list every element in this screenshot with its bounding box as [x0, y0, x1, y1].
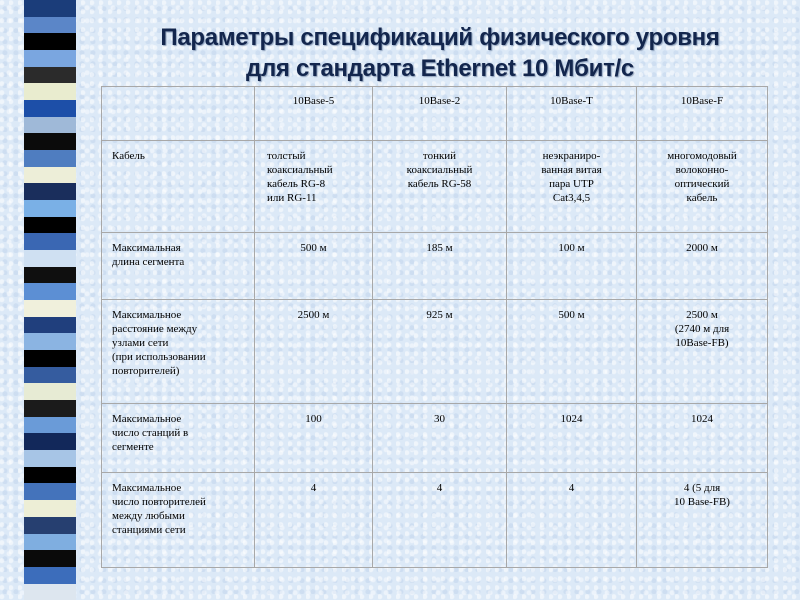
cell-stations-10base-2: 30 — [373, 404, 507, 473]
header-cell-10base-2: 10Base-2 — [373, 87, 507, 141]
row-label-max-stations: Максимальное число станций в сегменте — [102, 404, 255, 473]
cell-segment-length-10base-t: 100 м — [507, 233, 637, 300]
stripe-segment — [24, 167, 76, 184]
cell-segment-length-10base-f: 2000 м — [637, 233, 768, 300]
stripe-segment — [24, 50, 76, 67]
cell-stations-10base-5: 100 — [255, 404, 373, 473]
slide-title-line-1: Параметры спецификаций физического уровня — [160, 24, 720, 51]
cell-cable-10base-t: неэкраниро- ванная витая пара UTP Cat3,4,5 — [507, 141, 637, 233]
row-label-max-repeaters: Максимальное число повторителей между любыми станциями сети — [102, 473, 255, 568]
stripe-segment — [24, 250, 76, 267]
stripe-segment — [24, 317, 76, 334]
stripe-segment — [24, 267, 76, 284]
cell-segment-length-10base-5: 500 м — [255, 233, 373, 300]
cell-node-distance-10base-5: 2500 м — [255, 300, 373, 404]
table-row-cable — [102, 141, 768, 233]
stripe-segment — [24, 183, 76, 200]
decorative-stripe-bar — [24, 0, 76, 600]
slide-title — [120, 22, 760, 84]
stripe-segment — [24, 450, 76, 467]
header-cell-10base-f: 10Base-F — [637, 87, 768, 141]
ethernet-spec-table — [101, 86, 768, 568]
row-label-cable: Кабель — [102, 141, 255, 233]
cell-repeaters-10base-f: 4 (5 для 10 Base-FB) — [637, 473, 768, 568]
stripe-segment — [24, 133, 76, 150]
cell-repeaters-10base-5: 4 — [255, 473, 373, 568]
stripe-segment — [24, 117, 76, 134]
stripe-segment — [24, 217, 76, 234]
table-header-row — [102, 87, 768, 141]
stripe-segment — [24, 283, 76, 300]
cell-cable-10base-5: толстый коаксиальный кабель RG-8 или RG-11 — [255, 141, 373, 233]
slide-title-line-2: для стандарта Ethernet 10 Мбит/с — [246, 55, 634, 82]
row-label-max-node-distance: Максимальное расстояние между узлами сети (при использовании повторителей) — [102, 300, 255, 404]
table-row-max-node-distance — [102, 300, 768, 404]
stripe-segment — [24, 17, 76, 34]
stripe-segment — [24, 483, 76, 500]
stripe-segment — [24, 467, 76, 484]
table-row-max-stations — [102, 404, 768, 473]
cell-stations-10base-f: 1024 — [637, 404, 768, 473]
cell-node-distance-10base-t: 500 м — [507, 300, 637, 404]
stripe-segment — [24, 33, 76, 50]
stripe-segment — [24, 333, 76, 350]
table-row-max-segment-length — [102, 233, 768, 300]
cell-node-distance-10base-f: 2500 м (2740 м для 10Base-FB) — [637, 300, 768, 404]
stripe-segment — [24, 350, 76, 367]
stripe-segment — [24, 550, 76, 567]
stripe-segment — [24, 383, 76, 400]
stripe-segment — [24, 200, 76, 217]
stripe-segment — [24, 150, 76, 167]
table-row-max-repeaters — [102, 473, 768, 568]
stripe-segment — [24, 417, 76, 434]
stripe-segment — [24, 400, 76, 417]
stripe-segment — [24, 83, 76, 100]
header-cell-10base-5: 10Base-5 — [255, 87, 373, 141]
stripe-segment — [24, 233, 76, 250]
row-label-max-segment-length: Максимальная длина сегмента — [102, 233, 255, 300]
stripe-segment — [24, 584, 76, 600]
stripe-segment — [24, 500, 76, 517]
stripe-segment — [24, 67, 76, 84]
header-cell-10base-t: 10Base-T — [507, 87, 637, 141]
cell-repeaters-10base-2: 4 — [373, 473, 507, 568]
cell-stations-10base-t: 1024 — [507, 404, 637, 473]
stripe-segment — [24, 433, 76, 450]
header-cell-empty — [102, 87, 255, 141]
stripe-segment — [24, 567, 76, 584]
cell-cable-10base-2: тонкий коаксиальный кабель RG-58 — [373, 141, 507, 233]
cell-segment-length-10base-2: 185 м — [373, 233, 507, 300]
stripe-segment — [24, 534, 76, 551]
cell-node-distance-10base-2: 925 м — [373, 300, 507, 404]
stripe-segment — [24, 367, 76, 384]
stripe-segment — [24, 0, 76, 17]
cell-cable-10base-f: многомодовый волоконно- оптический кабель — [637, 141, 768, 233]
stripe-segment — [24, 100, 76, 117]
cell-repeaters-10base-t: 4 — [507, 473, 637, 568]
stripe-segment — [24, 300, 76, 317]
stripe-segment — [24, 517, 76, 534]
